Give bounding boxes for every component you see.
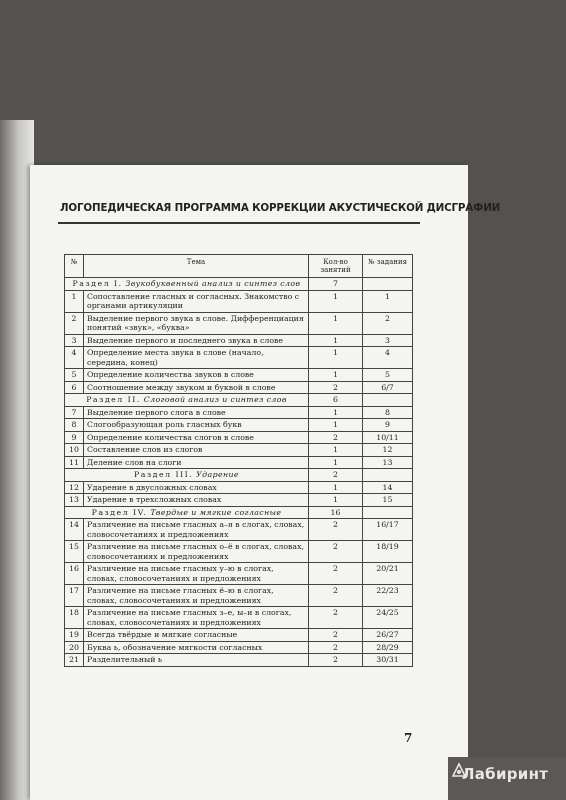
row-topic: Выделение первого и последнего звука в слове: [84, 334, 309, 347]
row-task-number: 10/11: [363, 431, 413, 444]
row-number: 13: [65, 494, 84, 507]
row-number: 8: [65, 419, 84, 432]
row-lesson-count: 1: [309, 334, 363, 347]
row-number: 3: [65, 334, 84, 347]
section-title: [65, 469, 309, 482]
row-lesson-count: 1: [309, 369, 363, 382]
row-task-number: 30/31: [363, 654, 413, 667]
section-row: [65, 469, 413, 482]
row-topic: Определение места звука в слове (начало, середина, конец): [84, 347, 309, 369]
table-row: [65, 431, 413, 444]
row-task-number: 12: [363, 444, 413, 457]
row-task-number: 9: [363, 419, 413, 432]
section-count: 16: [309, 506, 363, 519]
row-topic: Различение на письме гласных з–е, ы–и в слогах, словах, словосочетаниях и предложениях: [84, 607, 309, 629]
section-task-empty: [363, 469, 413, 482]
row-task-number: 20/21: [363, 563, 413, 585]
section-count: 2: [309, 469, 363, 482]
table-row: [65, 347, 413, 369]
row-topic: Составление слов из слогов: [84, 444, 309, 457]
row-task-number: 1: [363, 290, 413, 312]
table-header-row: [65, 255, 413, 278]
row-topic: Определение количества слогов в слове: [84, 431, 309, 444]
row-number: 12: [65, 481, 84, 494]
row-topic: Деление слов на слоги: [84, 456, 309, 469]
header-count: Кол-во занятий: [309, 255, 363, 278]
section-count: 6: [309, 394, 363, 407]
section-title: [65, 278, 309, 291]
section-name: Звукобуквенный анализ и синтез слов: [125, 279, 301, 288]
table-row: [65, 406, 413, 419]
row-number: 6: [65, 381, 84, 394]
row-number: 7: [65, 406, 84, 419]
row-topic: Различение на письме гласных ё–ю в слогах, словах, словосочетаниях и предложениях: [84, 585, 309, 607]
row-task-number: 26/27: [363, 629, 413, 642]
row-lesson-count: 1: [309, 406, 363, 419]
table-row: [65, 519, 413, 541]
section-label: Раздел III.: [134, 470, 194, 479]
section-title: [65, 394, 309, 407]
section-title: [65, 506, 309, 519]
row-number: 17: [65, 585, 84, 607]
section-label: Раздел I.: [72, 279, 123, 288]
row-number: 19: [65, 629, 84, 642]
row-lesson-count: 2: [309, 563, 363, 585]
row-lesson-count: 2: [309, 654, 363, 667]
table-row: [65, 456, 413, 469]
table-row: [65, 444, 413, 457]
row-task-number: 14: [363, 481, 413, 494]
row-lesson-count: 1: [309, 347, 363, 369]
table-row: [65, 312, 413, 334]
row-topic: Различение на письме гласных а–я в слогах, словах, словосочетаниях и предложениях: [84, 519, 309, 541]
row-topic: Выделение первого звука в слове. Дифференциация понятий «звук», «буква»: [84, 312, 309, 334]
row-lesson-count: 2: [309, 641, 363, 654]
table-row: [65, 629, 413, 642]
row-lesson-count: 1: [309, 456, 363, 469]
table-row: [65, 654, 413, 667]
header-topic: Тема: [84, 255, 309, 278]
row-lesson-count: 1: [309, 481, 363, 494]
row-topic: Ударение в трехсложных словах: [84, 494, 309, 507]
row-task-number: 2: [363, 312, 413, 334]
row-number: 5: [65, 369, 84, 382]
section-label: Раздел IV.: [91, 507, 148, 517]
page-title: ЛОГОПЕДИЧЕСКАЯ ПРОГРАММА КОРРЕКЦИИ АКУСТИЧЕСКОЙ ДИСГРАФИИ: [60, 202, 501, 214]
title-rule: [58, 222, 420, 224]
table-row: [65, 585, 413, 607]
row-lesson-count: 2: [309, 431, 363, 444]
section-task-empty: [363, 394, 413, 407]
row-task-number: 22/23: [363, 585, 413, 607]
table-row: [65, 563, 413, 585]
watermark-text: Лабиринт: [462, 765, 549, 783]
table-row: [65, 641, 413, 654]
row-task-number: 5: [363, 369, 413, 382]
table-row: [65, 334, 413, 347]
row-lesson-count: 1: [309, 312, 363, 334]
table-body: [65, 278, 413, 667]
table-row: [65, 481, 413, 494]
table-row: [65, 494, 413, 507]
row-topic: Соотношение между звуком и буквой в слове: [84, 381, 309, 394]
row-topic: Буква ь, обозначение мягкости согласных: [84, 641, 309, 654]
row-topic: Выделение первого слога в слове: [84, 406, 309, 419]
section-name: Слоговой анализ и синтез слов: [143, 395, 287, 404]
section-task-empty: [363, 278, 413, 291]
left-page-edge: [0, 120, 34, 800]
row-task-number: 4: [363, 347, 413, 369]
section-row: [65, 506, 413, 519]
row-topic: Определение количества звуков в слове: [84, 369, 309, 382]
row-task-number: 6/7: [363, 381, 413, 394]
row-topic: Ударение в двусложных словах: [84, 481, 309, 494]
row-lesson-count: 2: [309, 629, 363, 642]
header-task: № задания: [363, 255, 413, 278]
section-row: [65, 394, 413, 407]
row-number: 16: [65, 563, 84, 585]
row-task-number: 13: [363, 456, 413, 469]
row-topic: Всегда твёрдые и мягкие согласные: [84, 629, 309, 642]
section-name: Ударение: [196, 470, 239, 479]
row-task-number: 16/17: [363, 519, 413, 541]
row-task-number: 3: [363, 334, 413, 347]
row-topic: Различение на письме гласных о–ё в слогах, словах, словосочетаниях и предложениях: [84, 541, 309, 563]
row-task-number: 15: [363, 494, 413, 507]
row-number: 2: [65, 312, 84, 334]
row-number: 18: [65, 607, 84, 629]
page-number: 7: [404, 731, 413, 745]
row-lesson-count: 2: [309, 519, 363, 541]
table-row: [65, 381, 413, 394]
row-lesson-count: 2: [309, 381, 363, 394]
table-row: [65, 369, 413, 382]
row-lesson-count: 2: [309, 607, 363, 629]
row-task-number: 8: [363, 406, 413, 419]
row-lesson-count: 2: [309, 541, 363, 563]
table-row: [65, 541, 413, 563]
row-lesson-count: 2: [309, 585, 363, 607]
section-task-empty: [363, 506, 413, 519]
table-row: [65, 607, 413, 629]
row-task-number: 18/19: [363, 541, 413, 563]
row-number: 21: [65, 654, 84, 667]
section-name: Твердые и мягкие согласные: [150, 507, 282, 517]
row-number: 1: [65, 290, 84, 312]
row-topic: Различение на письме гласных у–ю в слогах, словах, словосочетаниях и предложениях: [84, 563, 309, 585]
row-task-number: 28/29: [363, 641, 413, 654]
row-number: 4: [65, 347, 84, 369]
program-table: [64, 254, 413, 667]
labirint-watermark: [448, 757, 566, 800]
section-row: [65, 278, 413, 291]
row-number: 10: [65, 444, 84, 457]
row-task-number: 24/25: [363, 607, 413, 629]
row-lesson-count: 1: [309, 290, 363, 312]
row-topic: Сопоставление гласных и согласных. Знакомство с органами артикуляции: [84, 290, 309, 312]
row-number: 9: [65, 431, 84, 444]
row-topic: Разделительный ь: [84, 654, 309, 667]
header-num: №: [65, 255, 84, 278]
row-number: 20: [65, 641, 84, 654]
table-row: [65, 290, 413, 312]
row-number: 14: [65, 519, 84, 541]
row-lesson-count: 1: [309, 444, 363, 457]
row-lesson-count: 1: [309, 419, 363, 432]
row-number: 11: [65, 456, 84, 469]
table-row: [65, 419, 413, 432]
section-count: 7: [309, 278, 363, 291]
row-topic: Слогообразующая роль гласных букв: [84, 419, 309, 432]
row-lesson-count: 1: [309, 494, 363, 507]
section-label: Раздел II.: [86, 395, 141, 404]
row-number: 15: [65, 541, 84, 563]
